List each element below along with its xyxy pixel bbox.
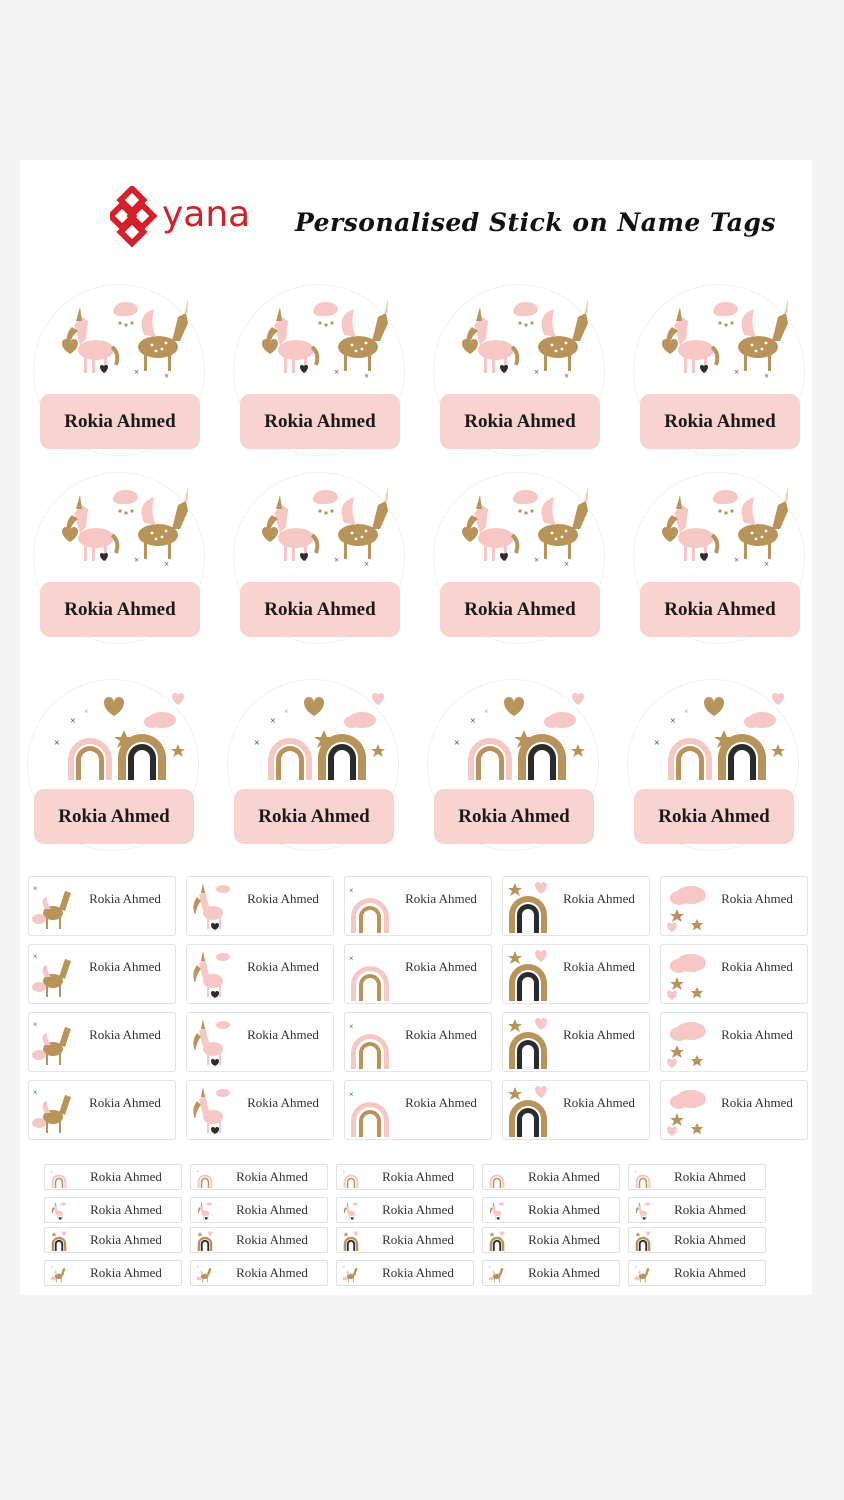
sticker-name: Rokia Ahmed — [528, 1202, 600, 1217]
sticker-name: Rokia Ahmed — [234, 789, 394, 844]
unicorn-pair-icon — [54, 483, 194, 573]
unicorn-icon — [632, 1201, 654, 1221]
rainbow-hearts-icon — [248, 690, 388, 780]
medium-sticker — [660, 944, 808, 1004]
rainbow-hearts-icon — [448, 690, 588, 780]
unicorn-icon — [340, 1201, 362, 1221]
cloud-stars-icon — [663, 1017, 709, 1069]
pink-rainbow-icon — [347, 1017, 393, 1069]
pink-unicorn-icon — [189, 881, 235, 933]
unicorn-pair-icon — [454, 483, 594, 573]
large-sticker-row — [34, 473, 812, 643]
sticker-name: Rokia Ahmed — [89, 959, 161, 974]
unicorn-icon — [486, 1201, 508, 1221]
gold-unicorn-icon — [632, 1264, 654, 1284]
brand-logo — [110, 186, 260, 256]
sticker-name: Rokia Ahmed — [528, 1232, 600, 1247]
medium-sticker — [502, 1080, 650, 1140]
unicorn-pair-icon — [254, 295, 394, 385]
small-sticker — [482, 1260, 620, 1286]
sticker-name: Rokia Ahmed — [247, 959, 319, 974]
sticker-name: Rokia Ahmed — [382, 1232, 454, 1247]
rainbow-icon — [486, 1168, 508, 1188]
large-sticker — [634, 285, 804, 455]
small-sticker — [44, 1197, 182, 1223]
sticker-name: Rokia Ahmed — [405, 959, 477, 974]
sticker-name: Rokia Ahmed — [674, 1169, 746, 1184]
sticker-name: Rokia Ahmed — [721, 891, 793, 906]
rainbow-dark-icon — [632, 1231, 654, 1251]
gold-unicorn-icon — [31, 949, 77, 1001]
rainbow-icon — [194, 1168, 216, 1188]
rainbow-icon — [632, 1168, 654, 1188]
small-sticker — [190, 1227, 328, 1253]
gold-unicorn-icon — [194, 1264, 216, 1284]
sticker-name: Rokia Ahmed — [90, 1169, 162, 1184]
sticker-name: Rokia Ahmed — [236, 1265, 308, 1280]
large-sticker — [34, 285, 204, 455]
small-sticker — [336, 1260, 474, 1286]
pink-unicorn-icon — [189, 1085, 235, 1137]
medium-sticker — [28, 876, 176, 936]
sticker-name: Rokia Ahmed — [405, 891, 477, 906]
sticker-name: Rokia Ahmed — [240, 582, 400, 637]
medium-sticker — [186, 1080, 334, 1140]
sticker-name: Rokia Ahmed — [434, 789, 594, 844]
medium-sticker — [502, 944, 650, 1004]
large-sticker — [434, 473, 604, 643]
medium-sticker — [28, 1012, 176, 1072]
sticker-name: Rokia Ahmed — [247, 1027, 319, 1042]
sticker-name: Rokia Ahmed — [440, 582, 600, 637]
page-title: Personalised Stick on Name Tags — [295, 208, 776, 237]
rainbow-hearts-icon — [48, 690, 188, 780]
rainbow-icon — [340, 1168, 362, 1188]
small-sticker — [482, 1197, 620, 1223]
gold-unicorn-icon — [31, 881, 77, 933]
unicorn-pair-icon — [254, 483, 394, 573]
sticker-name: Rokia Ahmed — [90, 1202, 162, 1217]
pink-rainbow-icon — [347, 881, 393, 933]
small-sticker — [628, 1164, 766, 1190]
cloud-stars-icon — [663, 1085, 709, 1137]
sticker-name: Rokia Ahmed — [40, 582, 200, 637]
gold-unicorn-icon — [486, 1264, 508, 1284]
rainbow-dark-icon — [48, 1231, 70, 1251]
gold-unicorn-icon — [31, 1085, 77, 1137]
pink-rainbow-icon — [347, 1085, 393, 1137]
small-sticker — [628, 1227, 766, 1253]
dark-rainbow-icon — [505, 1085, 551, 1137]
sticker-name: Rokia Ahmed — [640, 582, 800, 637]
small-sticker — [190, 1197, 328, 1223]
large-sticker — [234, 473, 404, 643]
small-sticker — [336, 1197, 474, 1223]
medium-sticker — [660, 876, 808, 936]
small-sticker — [44, 1164, 182, 1190]
small-sticker — [628, 1197, 766, 1223]
rainbow-dark-icon — [486, 1231, 508, 1251]
small-sticker — [482, 1227, 620, 1253]
gold-unicorn-icon — [48, 1264, 70, 1284]
sticker-name: Rokia Ahmed — [247, 891, 319, 906]
small-sticker — [336, 1227, 474, 1253]
sticker-name: Rokia Ahmed — [721, 959, 793, 974]
dark-rainbow-icon — [505, 881, 551, 933]
sticker-name: Rokia Ahmed — [674, 1232, 746, 1247]
medium-sticker — [186, 944, 334, 1004]
sticker-name: Rokia Ahmed — [674, 1202, 746, 1217]
sticker-name: Rokia Ahmed — [405, 1095, 477, 1110]
sticker-name: Rokia Ahmed — [89, 891, 161, 906]
small-sticker — [190, 1164, 328, 1190]
pink-unicorn-icon — [189, 1017, 235, 1069]
rainbow-dark-icon — [194, 1231, 216, 1251]
sticker-sheet — [20, 160, 812, 1295]
unicorn-pair-icon — [54, 295, 194, 385]
sticker-name: Rokia Ahmed — [89, 1095, 161, 1110]
gold-unicorn-icon — [31, 1017, 77, 1069]
sticker-name: Rokia Ahmed — [34, 789, 194, 844]
medium-sticker — [344, 876, 492, 936]
medium-sticker — [660, 1012, 808, 1072]
sticker-name: Rokia Ahmed — [382, 1169, 454, 1184]
unicorn-icon — [194, 1201, 216, 1221]
unicorn-pair-icon — [454, 295, 594, 385]
pink-rainbow-icon — [347, 949, 393, 1001]
sticker-name: Rokia Ahmed — [236, 1232, 308, 1247]
medium-sticker — [186, 1012, 334, 1072]
small-sticker — [190, 1260, 328, 1286]
rainbow-dark-icon — [340, 1231, 362, 1251]
sticker-name: Rokia Ahmed — [528, 1265, 600, 1280]
rainbow-icon — [48, 1168, 70, 1188]
large-sticker-row — [34, 285, 812, 455]
yana-logo-icon — [110, 186, 160, 256]
small-sticker — [44, 1260, 182, 1286]
header — [20, 160, 812, 280]
medium-sticker — [28, 944, 176, 1004]
sticker-name: Rokia Ahmed — [382, 1265, 454, 1280]
sticker-name: Rokia Ahmed — [721, 1027, 793, 1042]
sticker-name: Rokia Ahmed — [563, 891, 635, 906]
sticker-name: Rokia Ahmed — [236, 1202, 308, 1217]
sticker-name: Rokia Ahmed — [89, 1027, 161, 1042]
sticker-name: Rokia Ahmed — [40, 394, 200, 449]
large-sticker — [34, 473, 204, 643]
sticker-name: Rokia Ahmed — [240, 394, 400, 449]
medium-sticker — [186, 876, 334, 936]
sticker-name: Rokia Ahmed — [674, 1265, 746, 1280]
dark-rainbow-icon — [505, 1017, 551, 1069]
large-sticker — [234, 285, 404, 455]
unicorn-icon — [48, 1201, 70, 1221]
medium-sticker — [344, 944, 492, 1004]
sticker-name: Rokia Ahmed — [440, 394, 600, 449]
sticker-name: Rokia Ahmed — [382, 1202, 454, 1217]
sticker-name: Rokia Ahmed — [563, 1095, 635, 1110]
large-sticker-row — [34, 680, 812, 850]
small-sticker — [44, 1227, 182, 1253]
gold-unicorn-icon — [340, 1264, 362, 1284]
medium-sticker — [344, 1080, 492, 1140]
sticker-name: Rokia Ahmed — [563, 959, 635, 974]
dark-rainbow-icon — [505, 949, 551, 1001]
small-sticker — [482, 1164, 620, 1190]
sticker-name: Rokia Ahmed — [528, 1169, 600, 1184]
sticker-name: Rokia Ahmed — [721, 1095, 793, 1110]
cloud-stars-icon — [663, 881, 709, 933]
sticker-name: Rokia Ahmed — [90, 1232, 162, 1247]
sticker-name: Rokia Ahmed — [90, 1265, 162, 1280]
unicorn-pair-icon — [654, 483, 794, 573]
sticker-name: Rokia Ahmed — [247, 1095, 319, 1110]
unicorn-pair-icon — [654, 295, 794, 385]
large-sticker — [428, 680, 598, 850]
medium-sticker — [660, 1080, 808, 1140]
rainbow-hearts-icon — [648, 690, 788, 780]
large-sticker — [634, 473, 804, 643]
small-sticker — [336, 1164, 474, 1190]
sticker-name: Rokia Ahmed — [640, 394, 800, 449]
large-sticker — [28, 680, 198, 850]
sticker-name: Rokia Ahmed — [563, 1027, 635, 1042]
medium-sticker — [28, 1080, 176, 1140]
brand-name: yana — [162, 194, 251, 235]
large-sticker — [228, 680, 398, 850]
sticker-name: Rokia Ahmed — [236, 1169, 308, 1184]
medium-sticker — [502, 1012, 650, 1072]
cloud-stars-icon — [663, 949, 709, 1001]
medium-sticker — [502, 876, 650, 936]
large-sticker — [628, 680, 798, 850]
sticker-name: Rokia Ahmed — [405, 1027, 477, 1042]
sticker-name: Rokia Ahmed — [634, 789, 794, 844]
medium-sticker — [344, 1012, 492, 1072]
pink-unicorn-icon — [189, 949, 235, 1001]
small-sticker — [628, 1260, 766, 1286]
large-sticker — [434, 285, 604, 455]
